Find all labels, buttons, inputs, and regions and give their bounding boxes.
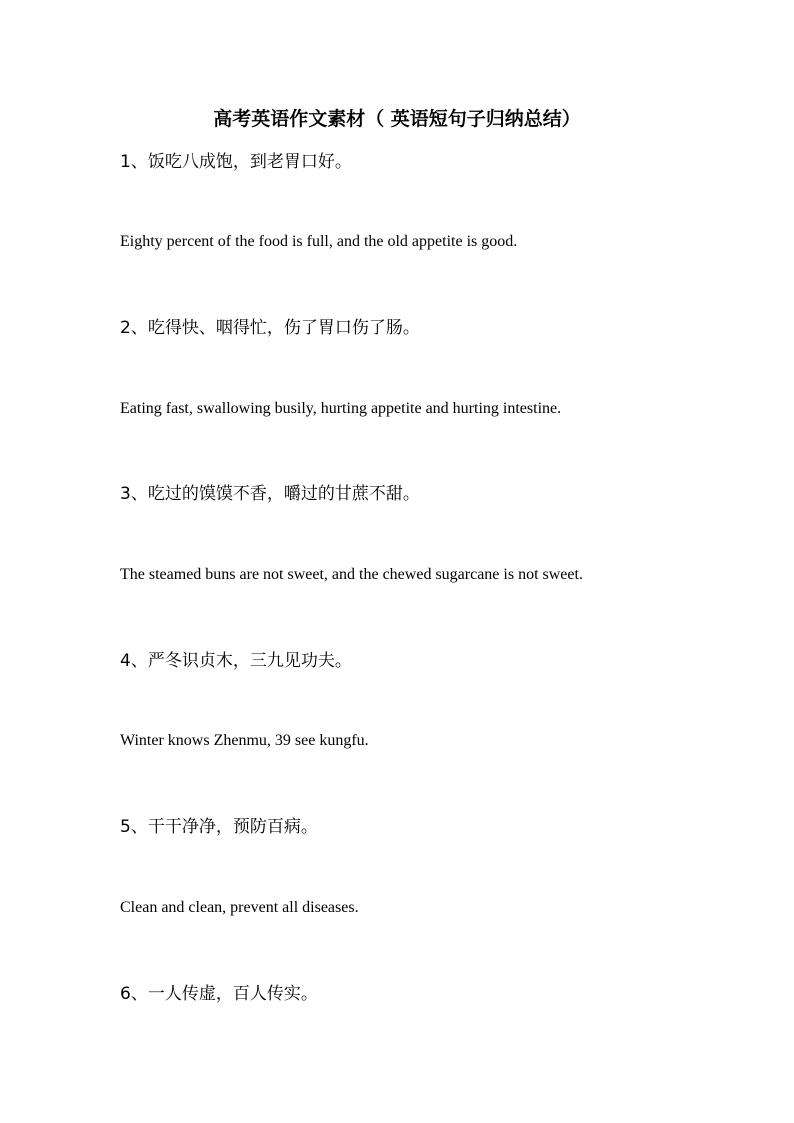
entry-4-chinese: 4、严冬识贞木，三九见功夫。 bbox=[120, 651, 352, 671]
page-title: 高考英语作文素材（ 英语短句子归纳总结） bbox=[213, 108, 581, 130]
entry-1-chinese: 1、饭吃八成饱，到老胃口好。 bbox=[120, 152, 352, 172]
entry-3-english: The steamed buns are not sweet, and the chewed sugarcane is not sweet. bbox=[120, 566, 583, 583]
entry-5-chinese: 5、干干净净，预防百病。 bbox=[120, 817, 318, 837]
entry-6-chinese: 6、一人传虚，百人传实。 bbox=[120, 984, 318, 1004]
entry-2-chinese: 2、吃得快、咽得忙，伤了胃口伤了肠。 bbox=[120, 318, 420, 338]
entry-2-english: Eating fast, swallowing busily, hurting appetite and hurting intestine. bbox=[120, 400, 562, 417]
entry-1-english: Eighty percent of the food is full, and the old appetite is good. bbox=[120, 233, 518, 250]
entry-3-chinese: 3、吃过的馍馍不香，嚼过的甘蔗不甜。 bbox=[120, 484, 420, 504]
entry-5-english: Clean and clean, prevent all diseases. bbox=[120, 899, 359, 916]
entry-4-english: Winter knows Zhenmu, 39 see kungfu. bbox=[120, 732, 369, 749]
